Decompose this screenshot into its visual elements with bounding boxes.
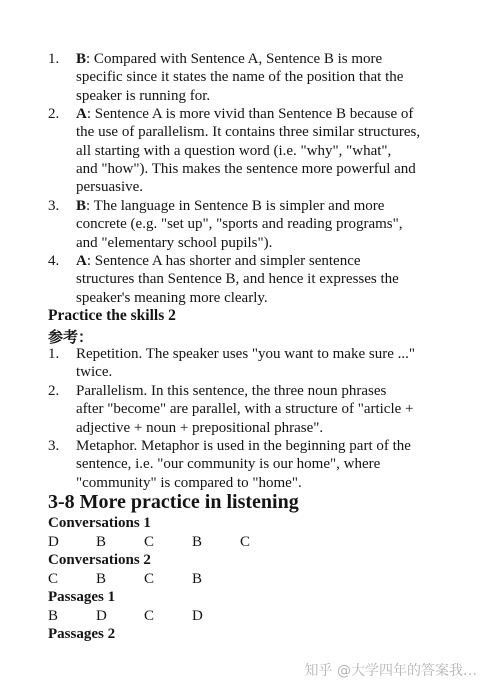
item-text: Parallelism. In this sentence, the three noun phrases xyxy=(76,383,387,399)
item-text: concrete (e.g. "set up", "sports and reading programs", xyxy=(76,216,403,233)
answer-row xyxy=(48,534,308,552)
item-number: 2. xyxy=(48,383,60,399)
answer: B xyxy=(96,534,107,550)
item-text: structures than Sentence B, and hence it expresses the xyxy=(76,271,399,288)
answer: C xyxy=(144,608,155,624)
item-text: sentence, i.e. "our community is our home", where xyxy=(76,456,381,473)
answer: C xyxy=(240,534,251,550)
item-text: and "elementary school pupils"). xyxy=(76,234,273,251)
item-text: : The language in Sentence B is simpler and more xyxy=(86,198,385,214)
answer: C xyxy=(144,534,155,550)
answer-group-title: Passages 2 xyxy=(48,626,116,642)
answer: C xyxy=(144,571,155,587)
answer: B xyxy=(48,608,59,624)
item-text: speaker's meaning more clearly. xyxy=(76,289,268,306)
section-heading: 3-8 More practice in listening xyxy=(48,491,299,513)
answer: B xyxy=(96,571,107,587)
item-text: persuasive. xyxy=(76,179,144,196)
item-number: 1. xyxy=(48,346,60,362)
answer: D xyxy=(192,608,203,624)
answer-row xyxy=(48,571,308,589)
item-number: 2. xyxy=(48,106,60,122)
answer-row xyxy=(48,608,308,626)
item-number: 3. xyxy=(48,438,60,454)
item-number: 1. xyxy=(48,51,60,67)
answer: B xyxy=(192,534,203,550)
item-text: all starting with a question word (i.e. "why", "what", xyxy=(76,142,392,159)
answer-group-title: Conversations 1 xyxy=(48,515,151,531)
item-text: "community" is compared to "home". xyxy=(76,474,302,491)
item-label: A xyxy=(76,106,87,122)
item-text: : Sentence A is more vivid than Sentence B because of xyxy=(86,106,414,122)
item-text: Metaphor. Metaphor is used in the beginning part of the xyxy=(76,438,411,454)
item-text: Repetition. The speaker uses "you want to make sure ..." xyxy=(76,346,415,362)
item-text: specific since it states the name of the position that the xyxy=(76,69,404,86)
item-text: after "become" are parallel, with a structure of "article + xyxy=(76,401,414,418)
item-text: : Compared with Sentence A, Sentence B is more xyxy=(86,51,383,67)
answer: D xyxy=(48,534,59,550)
item-number: 3. xyxy=(48,198,60,214)
item-label: B xyxy=(76,198,87,214)
answer: C xyxy=(48,571,59,587)
answer-group-title: Conversations 2 xyxy=(48,552,151,568)
item-text: and "how"). This makes the sentence more powerful and xyxy=(76,160,416,177)
item-label: A xyxy=(76,253,87,269)
answer-group-title: Passages 1 xyxy=(48,589,116,605)
reference-label: 参考： xyxy=(48,328,94,346)
item-text: twice. xyxy=(76,364,113,381)
item-number: 4. xyxy=(48,253,60,269)
answer: D xyxy=(96,608,107,624)
watermark: 知乎 @大学四年的答案我… xyxy=(304,663,477,679)
answer: B xyxy=(192,571,203,587)
item-text: the use of parallelism. It contains three similar structures, xyxy=(76,124,421,141)
item-text: adjective + noun + prepositional phrase". xyxy=(76,419,324,436)
item-text: : Sentence A has shorter and simpler sentence xyxy=(86,253,361,269)
item-label: B xyxy=(76,51,87,67)
practice-skills-heading: Practice the skills 2 xyxy=(48,307,176,324)
item-text: speaker is running for. xyxy=(76,87,211,104)
